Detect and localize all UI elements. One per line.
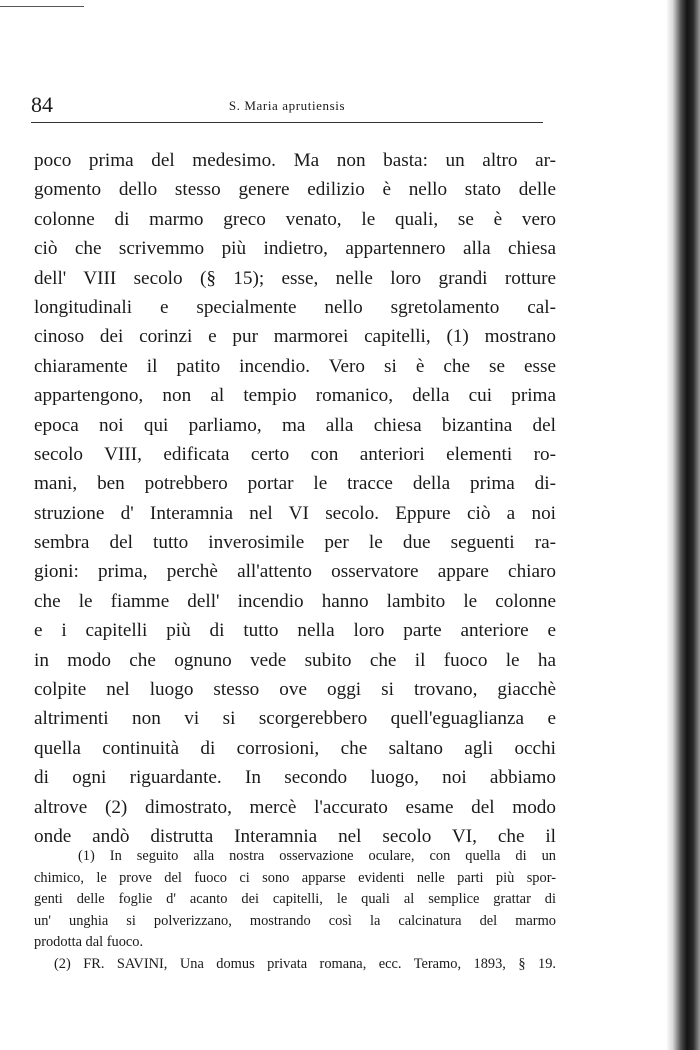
text-line: appartengono, non al tempio romanico, della cui prima — [34, 385, 556, 407]
text-line: altrove (2) dimostrato, mercè l'accurato esame del modo — [34, 796, 556, 818]
page-edge-shadow — [666, 0, 700, 1050]
page-number: 84 — [31, 92, 53, 117]
text-line: gioni: prima, perchè all'attento osservatore appare chiaro — [34, 561, 556, 583]
footnote-line: (1) In seguito alla nostra osservazione oculare, con quella di un — [78, 848, 556, 864]
text-line: colpite nel luogo stesso ove oggi si trovano, giacchè — [34, 679, 556, 701]
footnote-line: (2) FR. SAVINI, Una domus privata romana, ecc. Teramo, 1893, § 19. — [54, 955, 556, 972]
text-line: cinoso dei corinzi e pur marmorei capitelli, (1) mostrano — [34, 326, 556, 348]
body-text — [34, 146, 556, 851]
text-line: onde andò distrutta Interamnia nel secolo VI, che il — [34, 825, 556, 847]
text-line: struzione d' Interamnia nel VI secolo. Eppure ciò a noi — [34, 502, 556, 524]
text-line: sembra del tutto inverosimile per le due seguenti ra- — [34, 532, 556, 554]
text-line: ciò che scrivemmo più indietro, appartennero alla chiesa — [34, 238, 556, 260]
page-header — [31, 92, 543, 118]
text-line: colonne di marmo greco venato, le quali, se è vero — [34, 208, 556, 230]
text-line: mani, ben potrebbero portar le tracce della prima di- — [34, 473, 556, 495]
text-line: poco prima del medesimo. Ma non basta: un altro ar- — [34, 150, 556, 171]
text-line: dell' VIII secolo (§ 15); esse, nelle loro grandi rotture — [34, 267, 556, 289]
footnote-line: genti delle foglie d' acanto dei capitelli, le quali al semplice grattar di — [34, 891, 556, 907]
header-rule — [31, 122, 543, 123]
text-line: secolo VIII, edificata certo con anteriori elementi ro- — [34, 443, 556, 465]
text-line: che le fiamme dell' incendio hanno lambito le colonne — [34, 590, 556, 612]
running-title: S. Maria aprutiensis — [228, 98, 346, 113]
text-line: altrimenti non vi si scorgerebbero quell'eguaglianza e — [34, 708, 556, 730]
text-line: chiaramente il patito incendio. Vero si è che se esse — [34, 355, 556, 377]
footnote-line: un' unghia si polverizzano, mostrando così la calcinatura del marmo — [34, 912, 556, 929]
text-line: di ogni riguardante. In secondo luogo, noi abbiamo — [34, 767, 556, 789]
footnote-line: chimico, le prove del fuoco ci sono apparse evidenti nelle parti più spor- — [34, 869, 556, 886]
text-line: epoca noi qui parliamo, ma alla chiesa bizantina del — [34, 414, 556, 436]
footnote-line: prodotta dal fuoco. — [34, 934, 144, 950]
text-line: in modo che ognuno vede subito che il fuoco le ha — [34, 649, 556, 671]
text-line: e i capitelli più di tutto nella loro parte anteriore e — [34, 620, 556, 642]
text-line: gomento dello stesso genere edilizio è nello stato delle — [34, 179, 556, 201]
text-line: quella continuità di corrosioni, che saltano agli occhi — [34, 737, 556, 759]
text-line: longitudinali e specialmente nello sgretolamento cal- — [34, 296, 556, 318]
footnotes — [34, 846, 556, 975]
top-left-rule — [0, 6, 84, 7]
